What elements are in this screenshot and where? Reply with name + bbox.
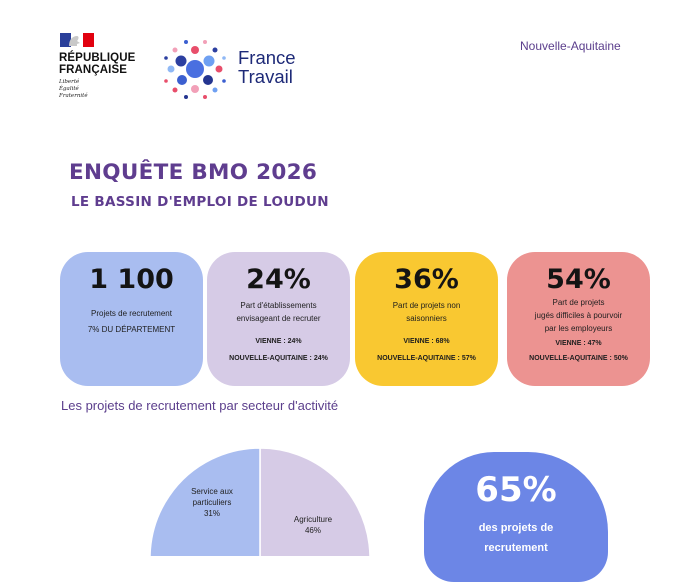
kpi-label: saisonniers [406, 314, 447, 323]
kpi-card-non-seasonal [355, 252, 498, 386]
marianne-flag-icon [60, 33, 94, 47]
kpi-compare-nouvelle-aquitaine: NOUVELLE-AQUITAINE : 50% [529, 355, 628, 362]
kpi-compare-vienne: VIENNE : 68% [403, 338, 450, 345]
sector-pie-chart [140, 446, 380, 556]
kpi-label: Part de projets [552, 298, 605, 307]
france-travail-logo-icon [163, 36, 227, 102]
pie-label-services [182, 486, 242, 519]
kpi-value: 1 100 [89, 264, 174, 295]
kpi-label: jugés difficiles à pourvoir [534, 311, 623, 320]
france-travail-wordmark [238, 48, 296, 86]
kpi-label: envisageant de recruter [236, 314, 321, 323]
slice-name-agriculture: Agriculture [293, 515, 333, 524]
republique-francaise-logo [59, 33, 149, 100]
kpi-label: Part de projets non [392, 301, 461, 310]
motto-egalite: Égalité [59, 86, 79, 92]
kpi-card-recruitment-projects [60, 252, 203, 386]
highlight-text-line-1: des projets de [478, 522, 554, 534]
motto-fraternite: Fraternité [59, 93, 88, 99]
kpi-label: Part d'établissements [240, 301, 317, 310]
page-title: ENQUÊTE BMO 2026 [69, 160, 318, 185]
pie-label-agriculture [288, 514, 338, 536]
slice-name-services: Service aux particuliers [191, 487, 233, 507]
kpi-value: 54% [546, 264, 611, 295]
kpi-value: 36% [394, 264, 459, 295]
kpi-compare-vienne: VIENNE : 24% [255, 338, 302, 345]
slice-value-agriculture: 46% [304, 526, 321, 535]
region-label: Nouvelle-Aquitaine [520, 39, 621, 53]
slice-value-services: 31% [203, 509, 220, 518]
kpi-value: 24% [246, 264, 311, 295]
highlight-65-percent [424, 452, 608, 582]
motto-liberte: Liberté [59, 79, 80, 85]
highlight-text-line-2: recrutement [484, 542, 548, 554]
republique-line-1: RÉPUBLIQUE [59, 52, 136, 64]
kpi-compare-vienne: VIENNE : 47% [555, 340, 602, 347]
kpi-compare-nouvelle-aquitaine: NOUVELLE-AQUITAINE : 24% [229, 355, 328, 362]
ft-line-1: France [238, 47, 296, 68]
kpi-label: 7% DU DÉPARTEMENT [87, 325, 176, 334]
page-subtitle: LE BASSIN D'EMPLOI DE LOUDUN [71, 194, 329, 210]
ft-line-2: Travail [238, 66, 293, 87]
kpi-card-difficult-to-fill [507, 252, 650, 386]
kpi-card-establishments-recruiting [207, 252, 350, 386]
kpi-label: par les employeurs [544, 324, 613, 333]
pie-slice-agriculture [260, 448, 370, 556]
section-title-sectors: Les projets de recrutement par secteur d'activité [61, 398, 339, 413]
republique-line-2: FRANÇAISE [59, 64, 127, 76]
highlight-value: 65% [475, 470, 557, 510]
kpi-label: Projets de recrutement [91, 309, 172, 318]
kpi-compare-nouvelle-aquitaine: NOUVELLE-AQUITAINE : 57% [377, 355, 476, 362]
